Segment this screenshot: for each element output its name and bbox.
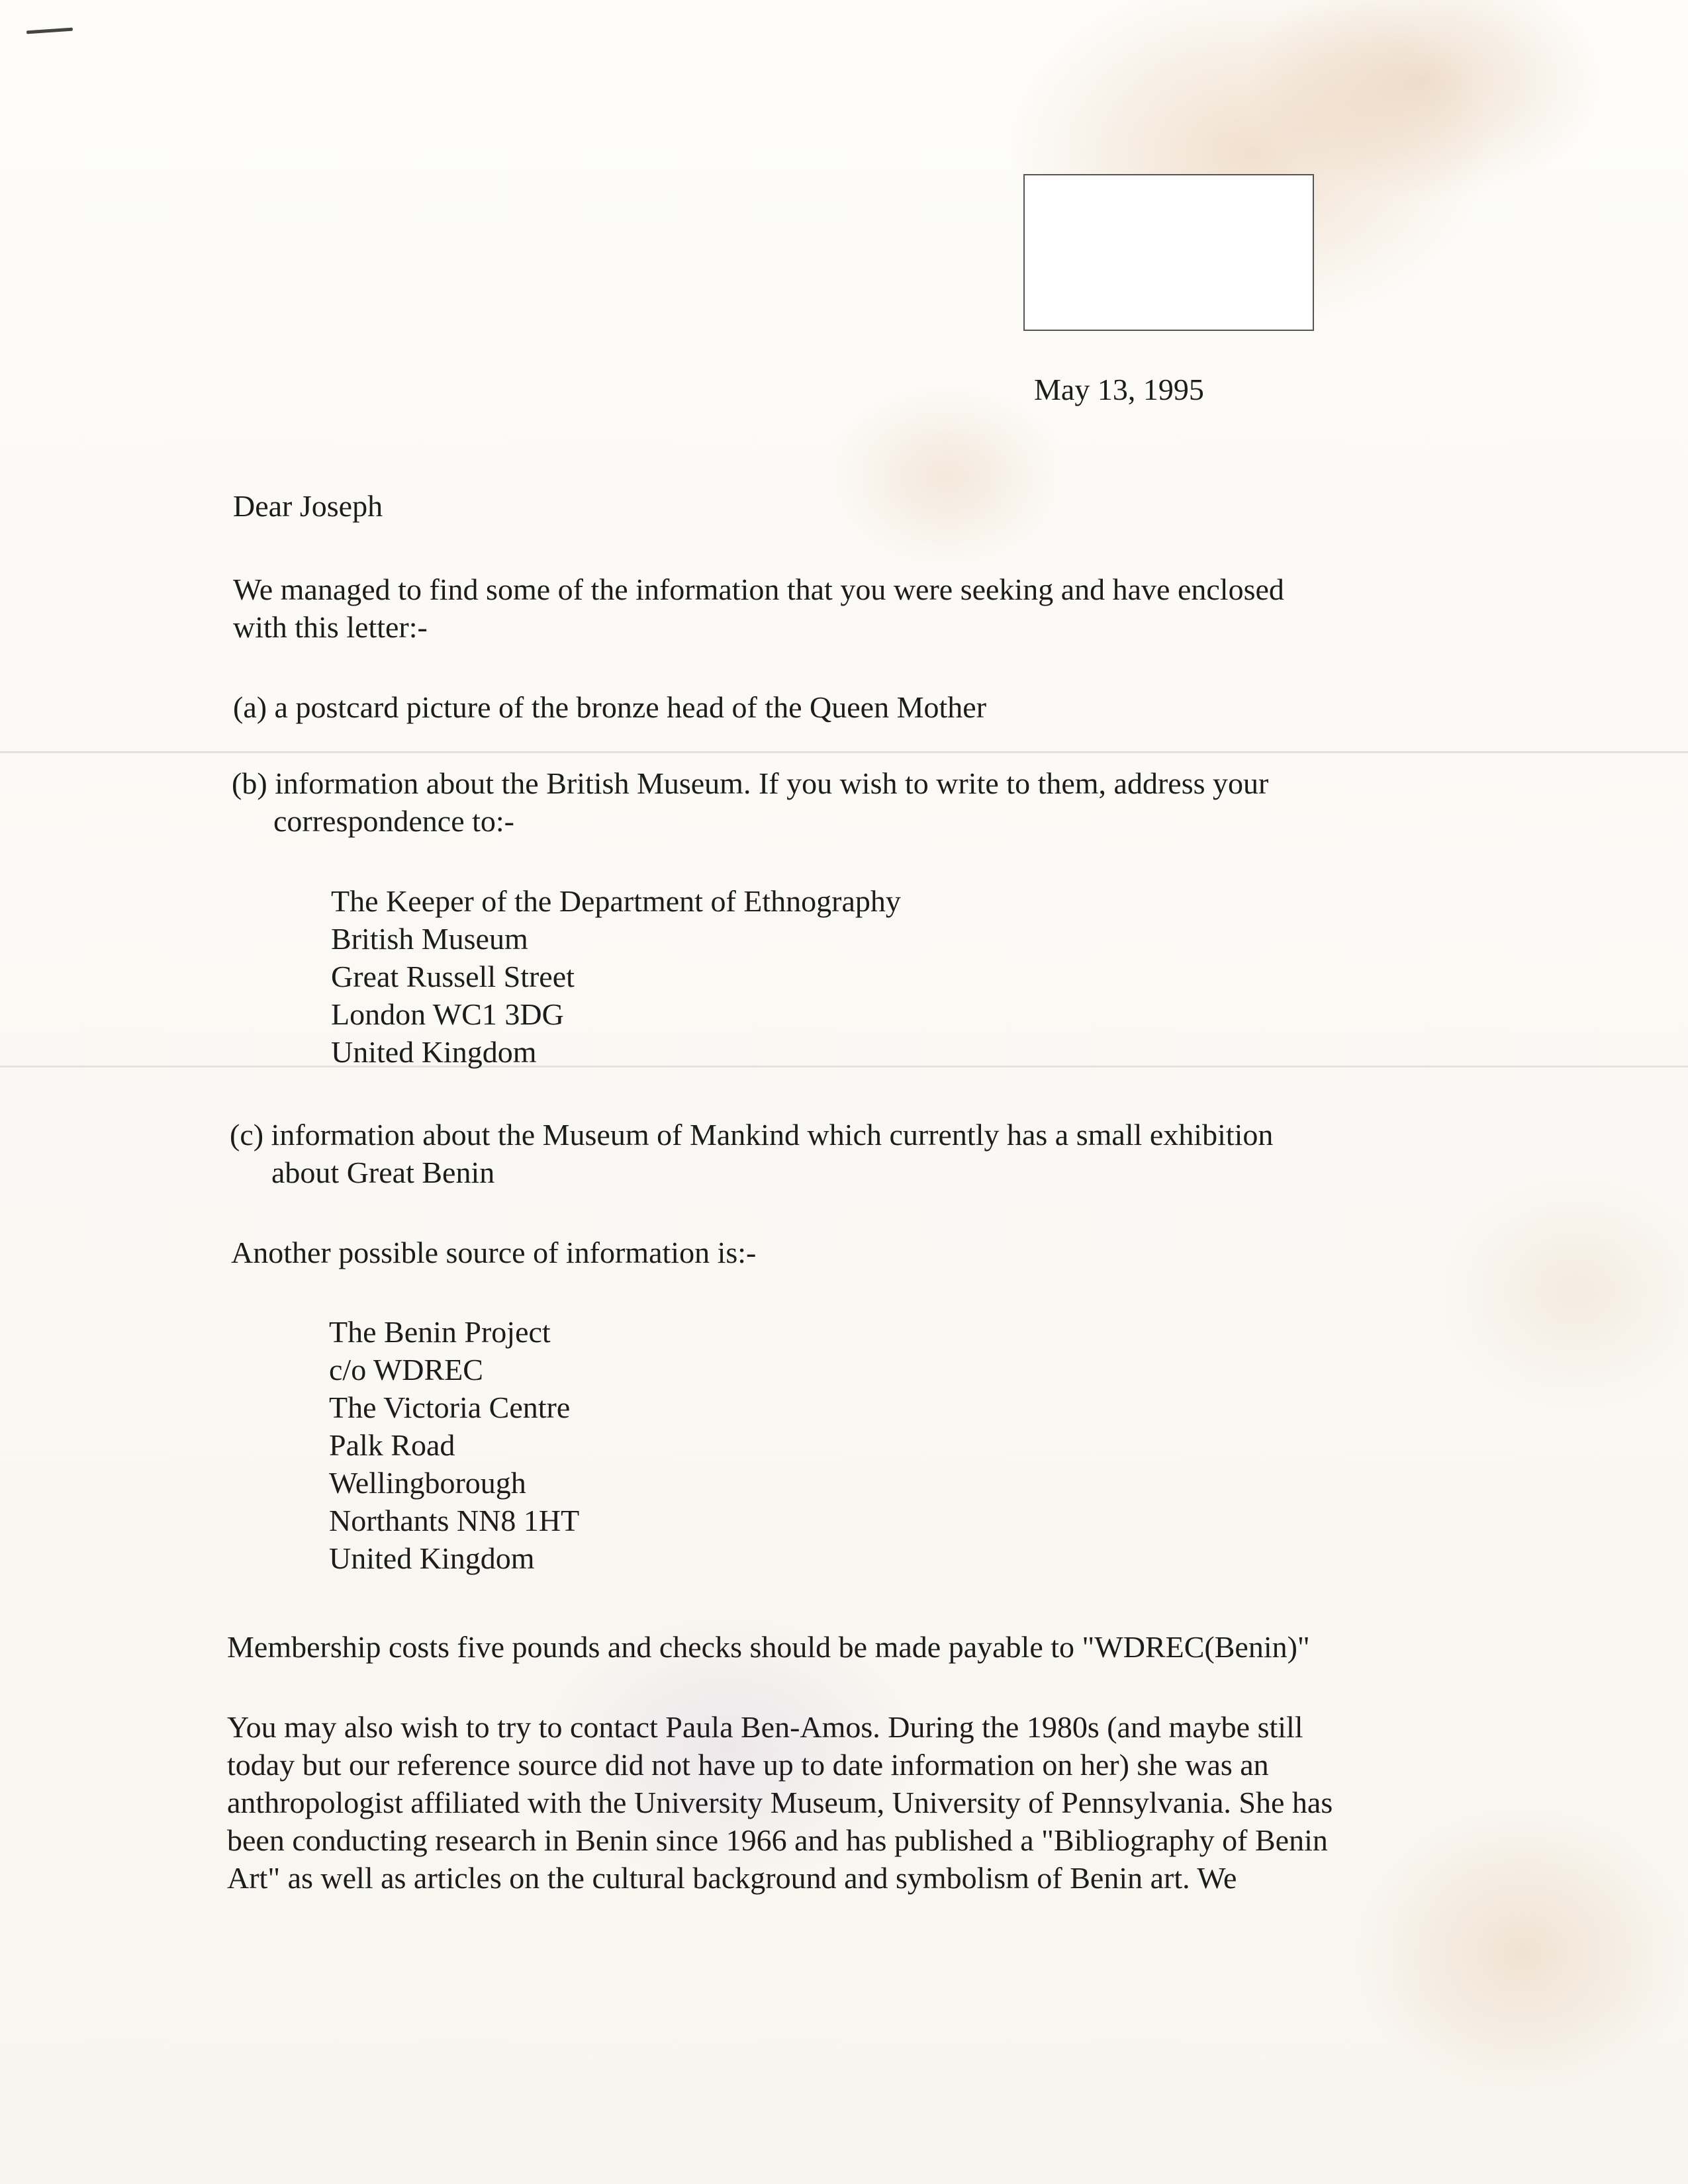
item-a-text: (a) a postcard picture of the bronze head of the Queen Mother <box>233 690 987 724</box>
address-line: The Keeper of the Department of Ethnography <box>331 884 901 918</box>
salutation <box>233 487 383 525</box>
closing-paragraph <box>227 1708 1333 1897</box>
british-museum-address <box>331 882 901 1071</box>
redacted-box <box>1023 174 1314 331</box>
item-b-line: correspondence to:- <box>273 804 515 838</box>
address-line: United Kingdom <box>331 1035 537 1069</box>
letter-date: May 13, 1995 <box>1034 373 1204 406</box>
item-b-line: (b) information about the British Museum. If you wish to write to them, address your <box>232 766 1269 800</box>
item-a <box>233 688 986 726</box>
address-line: The Victoria Centre <box>329 1390 571 1424</box>
address-line: Palk Road <box>329 1428 455 1462</box>
another-source-text: Another possible source of information is:- <box>231 1236 757 1269</box>
fold-line <box>0 751 1688 753</box>
item-c <box>230 1116 1273 1191</box>
address-line: c/o WDREC <box>329 1353 483 1387</box>
membership-text: Membership costs five pounds and checks should be made payable to "WDREC(Benin)" <box>227 1630 1310 1664</box>
item-c-line: (c) information about the Museum of Mankind which currently has a small exhibition <box>230 1118 1274 1152</box>
membership-note <box>227 1628 1310 1666</box>
paragraph-line: You may also wish to try to contact Paula Ben-Amos. During the 1980s (and maybe still <box>227 1710 1303 1744</box>
address-line: United Kingdom <box>329 1541 535 1575</box>
address-line: British Museum <box>331 922 528 956</box>
address-line: Great Russell Street <box>331 960 575 993</box>
item-b <box>232 764 1268 840</box>
salutation-text: Dear Joseph <box>233 489 383 523</box>
address-line: Northants NN8 1HT <box>329 1504 580 1537</box>
intro-paragraph <box>233 570 1284 646</box>
paragraph-line: been conducting research in Benin since 1966 and has published a "Bibliography of Benin <box>227 1823 1328 1857</box>
another-source <box>231 1234 756 1271</box>
benin-project-address <box>329 1313 579 1577</box>
address-line: Wellingborough <box>329 1466 526 1500</box>
paragraph-line: anthropologist affiliated with the University Museum, University of Pennsylvania. She has <box>227 1786 1333 1819</box>
staple-mark <box>26 28 73 34</box>
paragraph-line: today but our reference source did not have up to date information on her) she was an <box>227 1748 1269 1782</box>
paragraph-line: Art" as well as articles on the cultural background and symbolism of Benin art. We <box>227 1861 1237 1895</box>
intro-line: with this letter:- <box>233 610 428 644</box>
intro-line: We managed to find some of the information that you were seeking and have enclosed <box>233 572 1284 606</box>
item-c-line: about Great Benin <box>271 1156 495 1189</box>
address-line: The Benin Project <box>329 1315 551 1349</box>
address-line: London WC1 3DG <box>331 997 564 1031</box>
